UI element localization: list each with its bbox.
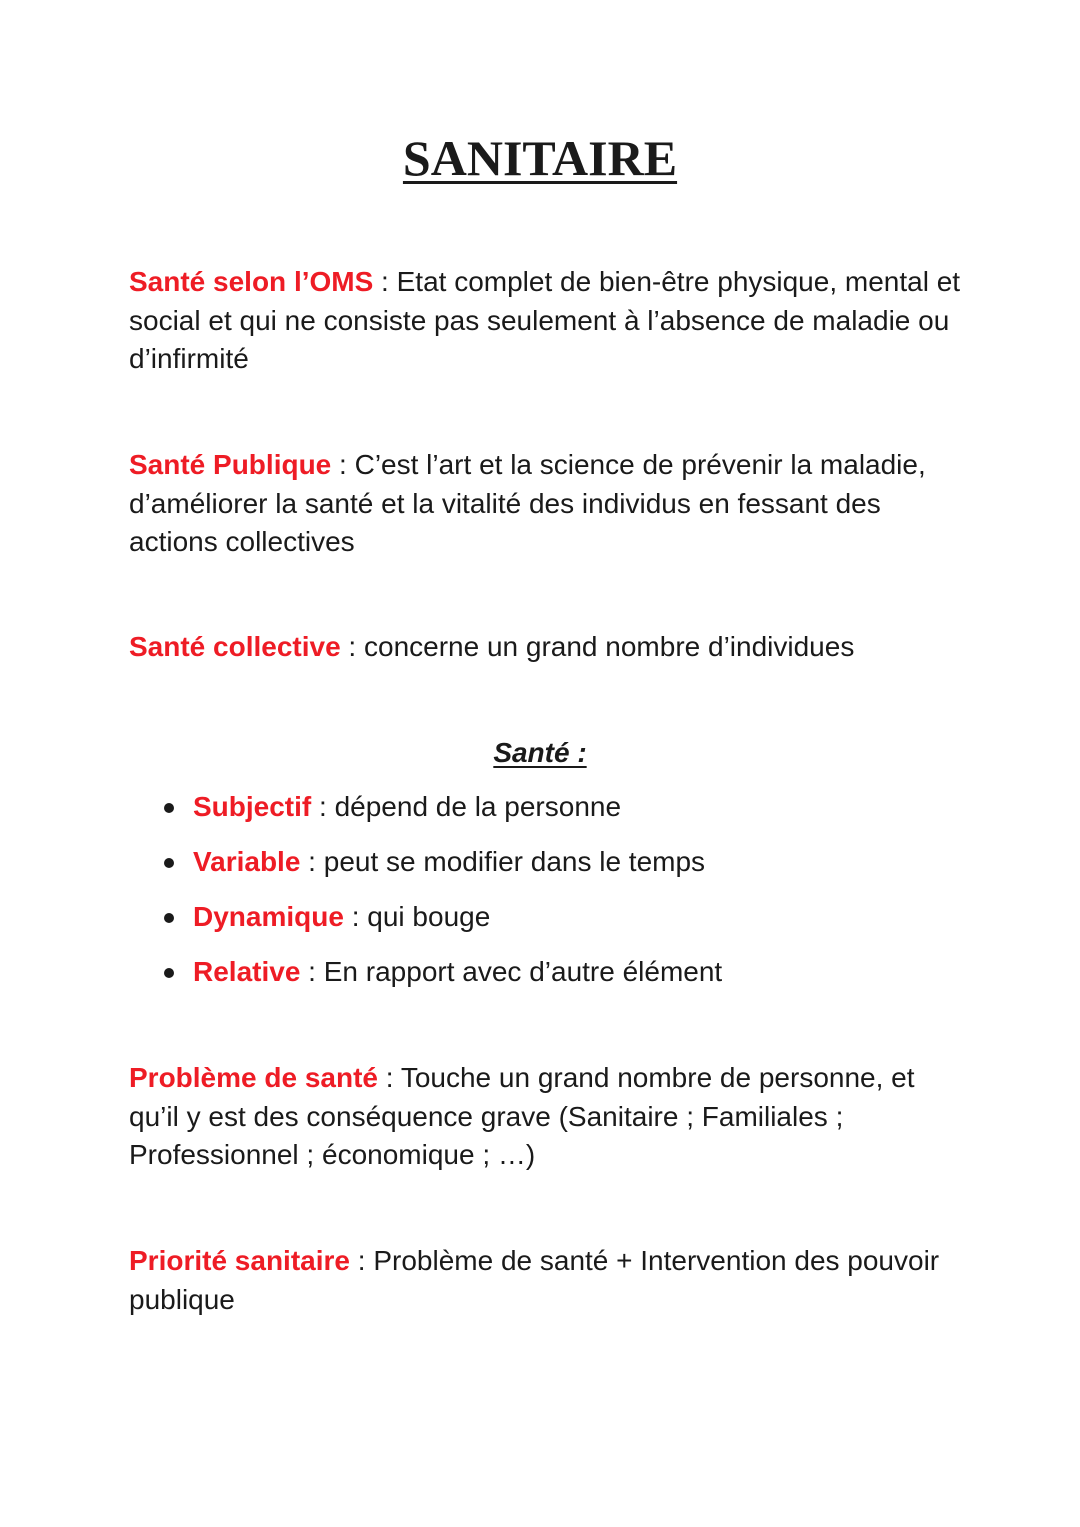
list-item — [164, 953, 722, 1008]
item-term: Variable — [193, 846, 301, 877]
definition-priorite-sanitaire — [129, 1242, 969, 1319]
definition-probleme-sante — [129, 1059, 969, 1175]
definition-separator: : — [340, 631, 364, 662]
definition-sante-collective — [129, 628, 969, 667]
definition-separator: : — [373, 266, 397, 297]
bullet-icon — [164, 913, 174, 923]
definition-text: Touche un grand nombre de personne, et qu’il y est des conséquence grave (Sanitaire ; Familiales ; Professionnel ; économique ; …) — [129, 1062, 915, 1170]
item-separator: : — [311, 791, 335, 822]
item-separator: : — [343, 901, 368, 932]
item-text: En rapport avec d’autre élément — [323, 956, 723, 987]
bullet-icon — [164, 968, 174, 978]
sante-characteristics-list — [164, 788, 722, 1008]
definition-term: Santé collective — [129, 631, 341, 662]
definition-text: Etat complet de bien-être physique, mental et social et qui ne consiste pas seulement à l’absence de maladie ou d’infirmité — [129, 266, 961, 374]
page-title-text: SANITAIRE — [402, 130, 678, 186]
item-text: dépend de la personne — [334, 791, 622, 822]
definition-separator: : — [331, 449, 355, 480]
definition-term: Santé selon l’OMS — [129, 266, 374, 297]
definition-sante-oms — [129, 263, 969, 379]
definition-term: Santé Publique — [129, 449, 332, 480]
item-text: peut se modifier dans le temps — [323, 846, 706, 877]
list-item — [164, 898, 722, 953]
definition-text: C’est l’art et la science de prévenir la maladie, d’améliorer la santé et la vitalité des individus en fessant des actions collectives — [129, 449, 926, 557]
definition-text: Problème de santé + Intervention des pouvoir publique — [129, 1245, 940, 1315]
item-term: Relative — [193, 956, 301, 987]
list-item — [164, 788, 722, 843]
definition-separator: : — [349, 1245, 374, 1276]
definition-separator: : — [377, 1062, 401, 1093]
sante-heading — [0, 734, 1080, 772]
list-item — [164, 843, 722, 898]
definition-term: Priorité sanitaire — [129, 1245, 350, 1276]
bullet-icon — [164, 858, 174, 868]
item-separator: : — [300, 846, 324, 877]
definition-term: Problème de santé — [129, 1062, 378, 1093]
item-separator: : — [300, 956, 324, 987]
sante-heading-text: Santé : — [493, 737, 587, 768]
definition-sante-publique — [129, 446, 969, 562]
item-term: Dynamique — [193, 901, 344, 932]
item-text: qui bouge — [367, 901, 491, 932]
definition-text: concerne un grand nombre d’individues — [364, 631, 855, 662]
bullet-icon — [164, 803, 174, 813]
page-title — [0, 128, 1080, 188]
item-term: Subjectif — [193, 791, 312, 822]
